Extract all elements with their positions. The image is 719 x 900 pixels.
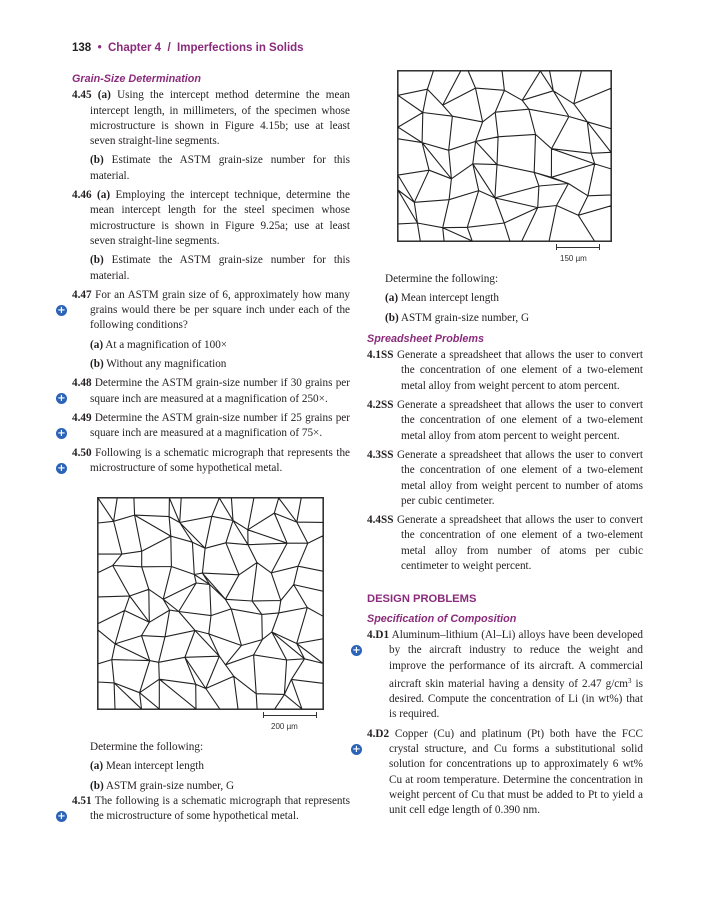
micrograph-grains	[398, 71, 611, 241]
problem-text: Following is a schematic micrograph that represents the microstructure of some hypothetical metal.	[90, 446, 351, 474]
running-header	[72, 42, 304, 54]
problem-4-47-a	[72, 338, 350, 353]
problem-text-cont: is desired. Compute the concentration of Li (in wt%) that is required.	[389, 677, 643, 721]
determine-intro: Determine the following:	[385, 273, 499, 285]
scale-label: 150 µm	[560, 254, 587, 263]
chapter-label: Chapter 4	[108, 42, 162, 54]
problem-4-51	[57, 794, 350, 825]
scale-label: 200 µm	[271, 722, 298, 731]
problem-text: Determine the ASTM grain-size number if 25 grains per square inch are measured at a magnification of 75×.	[90, 411, 351, 440]
determine-b	[90, 779, 360, 794]
part-text: Mean intercept length	[400, 292, 500, 305]
problem-number: 4.47	[72, 288, 92, 301]
section-heading-specification: Specification of Composition	[367, 612, 517, 625]
part-text: Estimate the ASTM grain-size number for this material.	[90, 254, 350, 282]
problem-text: Copper (Cu) and platinum (Pt) both have the FCC crystal structure, and Cu forms a substitutional solid solution for concentrations up to approximately 6 wt% Cu at room temperature. Determine the concentration in weight percent of Cu that must be added to Pt to yield a unit cell edge length of 0.390 nm.	[389, 727, 643, 817]
part-label: (b)	[90, 358, 104, 371]
problem-number: 4.51	[72, 795, 92, 807]
problem-text: Determine the ASTM grain-size number if 30 grains per square inch are measured at a magnification of 250×.	[90, 377, 351, 405]
problem-text: Generate a spreadsheet that allows the user to convert the concentration of one element of a two-element metal alloy from weight percent to number of atoms per cubic centimeter.	[396, 448, 643, 507]
part-label: (b)	[385, 311, 399, 324]
problem-number: 4.48	[72, 377, 92, 390]
plus-circle-icon[interactable]: +	[352, 644, 361, 656]
problem-4-47-b	[72, 357, 350, 372]
problem-number: 4.1SS	[367, 349, 394, 362]
problem-4-45-b	[72, 153, 350, 184]
plus-circle-icon[interactable]: +	[57, 427, 66, 439]
problem-text: Generate a spreadsheet that allows the user to convert the concentration of one element of a two-element metal alloy from weight percent to atom percent.	[396, 349, 643, 392]
section-heading-grain-size: Grain-Size Determination	[72, 73, 201, 85]
right-column	[352, 272, 643, 823]
scale-bar	[556, 244, 600, 250]
problem-4-d1	[352, 628, 643, 723]
plus-circle-icon[interactable]: +	[57, 304, 66, 316]
plus-circle-icon[interactable]: +	[57, 393, 66, 405]
determine-a	[367, 291, 643, 306]
part-label: (a)	[385, 292, 399, 305]
problem-number: 4.2SS	[367, 399, 394, 412]
part-text: At a magnification of 100×	[105, 338, 228, 351]
grain-boundaries	[98, 498, 323, 709]
plus-circle-icon[interactable]: +	[57, 811, 66, 822]
problem-4-d2	[352, 727, 643, 819]
problem-number: 4.D1	[367, 628, 390, 641]
problem-4-46	[72, 188, 350, 249]
part-text: Mean intercept length	[105, 760, 205, 773]
problem-4-3ss	[367, 448, 643, 509]
grain-boundaries	[398, 71, 611, 241]
problem-number: 4.D2	[367, 727, 390, 740]
problem-number: 4.45 (a)	[72, 89, 111, 102]
micrograph-grains	[98, 498, 323, 709]
problem-text: For an ASTM grain size of 6, approximately how many grains would there be per square inch under each of the following conditions?	[90, 288, 351, 332]
problem-4-47	[57, 288, 351, 334]
problem-4-45	[72, 88, 350, 149]
problem-text: Aluminum–lithium (Al–Li) alloys have been developed by the aircraft industry to reduce the weight and improve the performance of its aircraft. A commercial aircraft skin material having a density of 2.47 g/cm	[389, 628, 643, 690]
header-slash: /	[167, 42, 171, 54]
determine-intro: Determine the following:	[90, 741, 204, 753]
problem-4-49	[57, 411, 351, 442]
page-number: 138	[72, 42, 92, 54]
part-label: (b)	[90, 154, 104, 167]
problem-text: Generate a spreadsheet that allows the user to convert the concentration of one element of a two-element metal alloy from number of atoms per cubic centimeter to weight percent.	[396, 514, 643, 573]
micrograph-figure-4-51	[397, 70, 612, 242]
superscript: 3	[627, 676, 632, 685]
problem-4-46-b	[72, 253, 350, 284]
problem-text: The following is a schematic micrograph that represents the microstructure of some hypothetical metal.	[90, 795, 350, 823]
part-text: ASTM grain-size number, G	[105, 779, 235, 792]
micrograph-figure-4-50	[97, 497, 324, 710]
problem-number: 4.49	[72, 411, 92, 424]
determine-block-4-50	[90, 740, 360, 794]
part-label: (a)	[90, 760, 104, 773]
plus-circle-icon[interactable]: +	[57, 462, 66, 474]
determine-b	[367, 311, 643, 326]
problem-4-4ss	[367, 513, 643, 574]
determine-a	[90, 759, 360, 774]
problem-4-51-wrap	[57, 794, 350, 829]
problem-text: Employing the intercept technique, determine the mean intercept length for the steel specimen whose microstructure is shown in Figure 9.25a; use at least seven straight-line segments.	[90, 189, 350, 247]
problem-number: 4.46 (a)	[72, 189, 111, 202]
header-bullet: •	[97, 42, 102, 54]
problem-text: Using the intercept method determine the mean intercept length, in millimeters, of the specimen whose microstructure is shown in Figure 4.15b; use at least seven straight-line segments.	[90, 89, 351, 148]
chapter-title: Imperfections in Solids	[177, 42, 304, 54]
problem-4-48	[57, 376, 351, 407]
left-column	[57, 72, 351, 480]
problem-4-2ss	[367, 398, 643, 444]
problem-4-50	[57, 446, 351, 477]
part-label: (a)	[90, 338, 104, 351]
problem-number: 4.50	[72, 446, 92, 459]
part-text: ASTM grain-size number, G	[400, 311, 530, 324]
problem-number: 4.3SS	[367, 448, 394, 461]
part-label: (b)	[90, 779, 104, 792]
section-heading-design: DESIGN PROBLEMS	[367, 593, 477, 606]
section-heading-spreadsheet: Spreadsheet Problems	[367, 332, 485, 345]
problem-text: Generate a spreadsheet that allows the user to convert the concentration of one element of a two-element metal alloy from atom percent to weight percent.	[396, 399, 643, 442]
problem-4-1ss	[367, 348, 643, 394]
part-text: Without any magnification	[106, 358, 227, 371]
part-text: Estimate the ASTM grain-size number for this material.	[90, 154, 350, 182]
problem-number: 4.4SS	[367, 514, 394, 527]
part-label: (b)	[90, 254, 104, 267]
scale-bar	[263, 712, 317, 718]
plus-circle-icon[interactable]: +	[352, 743, 361, 755]
